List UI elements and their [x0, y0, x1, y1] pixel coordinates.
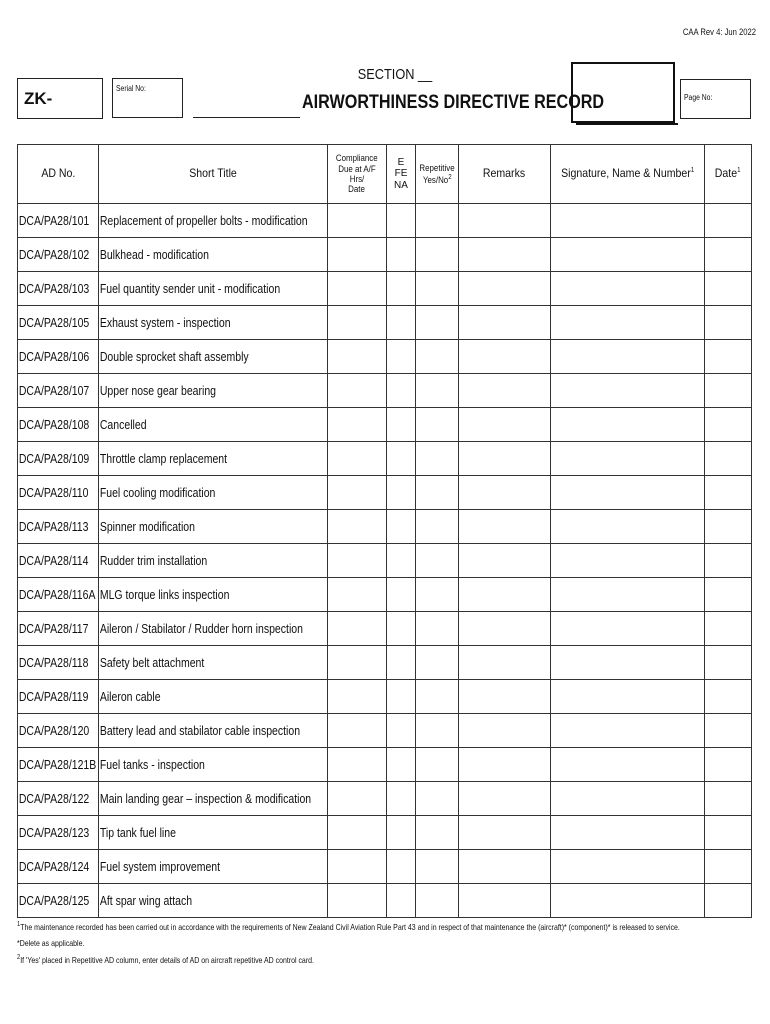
date-cell[interactable] — [705, 544, 752, 578]
compliance-cell[interactable] — [328, 612, 387, 646]
table-row — [18, 408, 752, 442]
ad-number-cell: DCA/PA28/113 — [18, 510, 99, 544]
compliance-cell[interactable] — [328, 646, 387, 680]
table-row — [18, 612, 752, 646]
e-fe-na-cell[interactable] — [387, 884, 416, 918]
e-fe-na-cell[interactable] — [387, 578, 416, 612]
e-fe-na-cell[interactable] — [387, 476, 416, 510]
table-row — [18, 680, 752, 714]
ad-number-cell: DCA/PA28/105 — [18, 306, 99, 340]
signature-cell[interactable] — [551, 544, 705, 578]
table-row — [18, 510, 752, 544]
table-header-row — [18, 145, 752, 204]
serial-number-label: Serial No: — [116, 84, 146, 93]
repetitive-cell[interactable] — [416, 476, 459, 510]
remarks-cell[interactable] — [459, 204, 551, 238]
footnote-2: $^2$If 'Yes' placed in Repetitive AD column, enter details of AD on aircraft repetitive AD control card. — [17, 954, 314, 965]
table-row — [18, 850, 752, 884]
signature-cell[interactable] — [551, 884, 705, 918]
short-title-cell: Aft spar wing attach — [99, 884, 328, 918]
ad-number-cell: DCA/PA28/110 — [18, 476, 99, 510]
e-fe-na-cell[interactable] — [387, 238, 416, 272]
short-title-cell: Replacement of propeller bolts - modification — [99, 204, 328, 238]
repetitive-cell[interactable] — [416, 714, 459, 748]
short-title-cell: Bulkhead - modification — [99, 238, 328, 272]
repetitive-cell[interactable] — [416, 204, 459, 238]
signature-cell[interactable] — [551, 510, 705, 544]
compliance-cell[interactable] — [328, 408, 387, 442]
remarks-cell[interactable] — [459, 714, 551, 748]
repetitive-cell[interactable] — [416, 408, 459, 442]
signature-cell[interactable] — [551, 442, 705, 476]
e-fe-na-cell[interactable] — [387, 306, 416, 340]
date-cell[interactable] — [705, 884, 752, 918]
registration-prefix: ZK- — [24, 89, 53, 108]
date-cell[interactable] — [705, 476, 752, 510]
signature-cell[interactable] — [551, 782, 705, 816]
date-cell[interactable] — [705, 238, 752, 272]
remarks-cell[interactable] — [459, 680, 551, 714]
section-label: SECTION __ — [357, 66, 433, 83]
signature-cell[interactable] — [551, 340, 705, 374]
repetitive-cell[interactable] — [416, 374, 459, 408]
table-row — [18, 374, 752, 408]
ad-number-cell: DCA/PA28/114 — [18, 544, 99, 578]
table-row — [18, 782, 752, 816]
remarks-cell[interactable] — [459, 850, 551, 884]
e-fe-na-cell[interactable] — [387, 816, 416, 850]
repetitive-cell[interactable] — [416, 748, 459, 782]
serial-number-field[interactable] — [112, 78, 183, 118]
signature-cell[interactable] — [551, 816, 705, 850]
ad-number-cell: DCA/PA28/116A — [18, 578, 99, 612]
compliance-cell[interactable] — [328, 544, 387, 578]
repetitive-cell[interactable] — [416, 442, 459, 476]
compliance-cell[interactable] — [328, 816, 387, 850]
remarks-cell[interactable] — [459, 510, 551, 544]
table-row — [18, 476, 752, 510]
short-title-cell: Fuel quantity sender unit - modification — [99, 272, 328, 306]
date-cell[interactable] — [705, 408, 752, 442]
remarks-cell[interactable] — [459, 238, 551, 272]
e-fe-na-cell[interactable] — [387, 408, 416, 442]
compliance-cell[interactable] — [328, 204, 387, 238]
compliance-cell[interactable] — [328, 714, 387, 748]
signature-cell[interactable] — [551, 612, 705, 646]
signature-cell[interactable] — [551, 272, 705, 306]
ad-number-cell: DCA/PA28/118 — [18, 646, 99, 680]
ad-record-table — [17, 144, 752, 918]
e-fe-na-cell[interactable] — [387, 850, 416, 884]
ad-number-cell: DCA/PA28/117 — [18, 612, 99, 646]
remarks-cell[interactable] — [459, 442, 551, 476]
remarks-cell[interactable] — [459, 884, 551, 918]
e-fe-na-cell[interactable] — [387, 680, 416, 714]
ad-number-cell: DCA/PA28/108 — [18, 408, 99, 442]
e-fe-na-cell[interactable] — [387, 340, 416, 374]
signature-cell[interactable] — [551, 714, 705, 748]
ad-number-cell: DCA/PA28/106 — [18, 340, 99, 374]
e-fe-na-cell[interactable] — [387, 646, 416, 680]
table-row — [18, 204, 752, 238]
repetitive-cell[interactable] — [416, 884, 459, 918]
short-title-cell: Upper nose gear bearing — [99, 374, 328, 408]
date-cell[interactable] — [705, 340, 752, 374]
repetitive-cell[interactable] — [416, 782, 459, 816]
table-row — [18, 816, 752, 850]
compliance-cell[interactable] — [328, 850, 387, 884]
repetitive-cell[interactable] — [416, 340, 459, 374]
signature-cell[interactable] — [551, 748, 705, 782]
title-blank-line[interactable] — [193, 117, 300, 118]
signature-cell[interactable] — [551, 850, 705, 884]
short-title-cell: Rudder trim installation — [99, 544, 328, 578]
date-cell[interactable] — [705, 680, 752, 714]
compliance-cell[interactable] — [328, 510, 387, 544]
signature-cell[interactable] — [551, 476, 705, 510]
remarks-cell[interactable] — [459, 646, 551, 680]
short-title-cell: Spinner modification — [99, 510, 328, 544]
short-title-cell: Exhaust system - inspection — [99, 306, 328, 340]
repetitive-cell[interactable] — [416, 578, 459, 612]
col-compliance: Compliance Due at A/F Hrs/ Date — [328, 145, 387, 204]
remarks-cell[interactable] — [459, 272, 551, 306]
table-row — [18, 748, 752, 782]
e-fe-na-cell[interactable] — [387, 272, 416, 306]
page-number-label: Page No: — [684, 93, 713, 102]
col-remarks: Remarks — [459, 145, 551, 204]
compliance-cell[interactable] — [328, 578, 387, 612]
remarks-cell[interactable] — [459, 612, 551, 646]
date-cell[interactable] — [705, 782, 752, 816]
remarks-cell[interactable] — [459, 544, 551, 578]
table-row — [18, 306, 752, 340]
ad-number-cell: DCA/PA28/125 — [18, 884, 99, 918]
compliance-cell[interactable] — [328, 306, 387, 340]
remarks-cell[interactable] — [459, 374, 551, 408]
short-title-cell: Double sprocket shaft assembly — [99, 340, 328, 374]
ad-number-cell: DCA/PA28/109 — [18, 442, 99, 476]
date-cell[interactable] — [705, 748, 752, 782]
compliance-cell[interactable] — [328, 748, 387, 782]
date-cell[interactable] — [705, 510, 752, 544]
e-fe-na-cell[interactable] — [387, 204, 416, 238]
date-cell[interactable] — [705, 204, 752, 238]
repetitive-cell[interactable] — [416, 816, 459, 850]
remarks-cell[interactable] — [459, 476, 551, 510]
remarks-cell[interactable] — [459, 748, 551, 782]
short-title-cell: Battery lead and stabilator cable inspection — [99, 714, 328, 748]
ad-number-cell: DCA/PA28/122 — [18, 782, 99, 816]
table-row — [18, 272, 752, 306]
repetitive-cell[interactable] — [416, 306, 459, 340]
short-title-cell: Safety belt attachment — [99, 646, 328, 680]
date-cell[interactable] — [705, 578, 752, 612]
signature-cell[interactable] — [551, 578, 705, 612]
repetitive-cell[interactable] — [416, 646, 459, 680]
registration-field[interactable] — [17, 78, 103, 119]
short-title-cell: Fuel tanks - inspection — [99, 748, 328, 782]
table-row — [18, 340, 752, 374]
e-fe-na-cell[interactable] — [387, 748, 416, 782]
repetitive-cell[interactable] — [416, 272, 459, 306]
table-row — [18, 714, 752, 748]
short-title-cell: Cancelled — [99, 408, 328, 442]
remarks-cell[interactable] — [459, 340, 551, 374]
e-fe-na-cell[interactable] — [387, 510, 416, 544]
short-title-cell: Main landing gear – inspection & modification — [99, 782, 328, 816]
remarks-cell[interactable] — [459, 306, 551, 340]
date-cell[interactable] — [705, 850, 752, 884]
signature-cell[interactable] — [551, 238, 705, 272]
table-body — [18, 204, 752, 918]
ad-number-cell: DCA/PA28/121B — [18, 748, 99, 782]
ad-number-cell: DCA/PA28/103 — [18, 272, 99, 306]
date-cell[interactable] — [705, 612, 752, 646]
repetitive-cell[interactable] — [416, 544, 459, 578]
compliance-cell[interactable] — [328, 340, 387, 374]
col-e-fe-na: E FE NA — [387, 145, 416, 204]
compliance-cell[interactable] — [328, 374, 387, 408]
table-row — [18, 442, 752, 476]
table-row — [18, 884, 752, 918]
signature-cell[interactable] — [551, 374, 705, 408]
date-cell[interactable] — [705, 714, 752, 748]
e-fe-na-cell[interactable] — [387, 544, 416, 578]
compliance-cell[interactable] — [328, 782, 387, 816]
signature-cell[interactable] — [551, 204, 705, 238]
compliance-cell[interactable] — [328, 442, 387, 476]
remarks-cell[interactable] — [459, 782, 551, 816]
date-cell[interactable] — [705, 374, 752, 408]
short-title-cell: Fuel system improvement — [99, 850, 328, 884]
compliance-cell[interactable] — [328, 680, 387, 714]
compliance-cell[interactable] — [328, 238, 387, 272]
short-title-cell: Aileron / Stabilator / Rudder horn inspection — [99, 612, 328, 646]
table-row — [18, 238, 752, 272]
remarks-cell[interactable] — [459, 578, 551, 612]
ad-number-cell: DCA/PA28/101 — [18, 204, 99, 238]
remarks-cell[interactable] — [459, 816, 551, 850]
e-fe-na-cell[interactable] — [387, 612, 416, 646]
col-short-title: Short Title — [99, 145, 328, 204]
date-cell[interactable] — [705, 306, 752, 340]
col-signature: Signature, Name & Number$^1$ — [551, 145, 705, 204]
remarks-cell[interactable] — [459, 408, 551, 442]
short-title-cell: Throttle clamp replacement — [99, 442, 328, 476]
ad-number-cell: DCA/PA28/107 — [18, 374, 99, 408]
signature-cell[interactable] — [551, 646, 705, 680]
e-fe-na-cell[interactable] — [387, 442, 416, 476]
revision-label: CAA Rev 4: Jun 2022 — [682, 27, 756, 37]
footnote-1: $^1$The maintenance recorded has been carried out in accordance with the requirements of New Zealand Civil Aviation Rule Part 43 and in respect of that maintenance the (aircraft)* (component)* is released to service. — [17, 921, 680, 932]
page-title: AIRWORTHINESS DIRECTIVE RECORD — [302, 92, 605, 113]
e-fe-na-cell[interactable] — [387, 782, 416, 816]
repetitive-cell[interactable] — [416, 680, 459, 714]
ad-number-cell: DCA/PA28/123 — [18, 816, 99, 850]
compliance-cell[interactable] — [328, 476, 387, 510]
footnote-delete: *Delete as applicable. — [17, 938, 85, 948]
short-title-cell: Aileron cable — [99, 680, 328, 714]
short-title-cell: Fuel cooling modification — [99, 476, 328, 510]
table-row — [18, 578, 752, 612]
compliance-cell[interactable] — [328, 272, 387, 306]
col-repetitive: Repetitive Yes/No$^2$ — [416, 145, 459, 204]
e-fe-na-cell[interactable] — [387, 374, 416, 408]
short-title-cell: Tip tank fuel line — [99, 816, 328, 850]
col-ad-no: AD No. — [18, 145, 99, 204]
ad-number-cell: DCA/PA28/120 — [18, 714, 99, 748]
date-cell[interactable] — [705, 646, 752, 680]
signature-cell[interactable] — [551, 680, 705, 714]
signature-cell[interactable] — [551, 408, 705, 442]
short-title-cell: MLG torque links inspection — [99, 578, 328, 612]
date-cell[interactable] — [705, 442, 752, 476]
ad-number-cell: DCA/PA28/124 — [18, 850, 99, 884]
table-row — [18, 646, 752, 680]
date-cell[interactable] — [705, 816, 752, 850]
repetitive-cell[interactable] — [416, 850, 459, 884]
page-number-field[interactable] — [680, 79, 751, 119]
table-row — [18, 544, 752, 578]
compliance-cell[interactable] — [328, 884, 387, 918]
col-date: Date$^1$ — [705, 145, 752, 204]
repetitive-cell[interactable] — [416, 612, 459, 646]
ad-number-cell: DCA/PA28/102 — [18, 238, 99, 272]
repetitive-cell[interactable] — [416, 238, 459, 272]
e-fe-na-cell[interactable] — [387, 714, 416, 748]
date-cell[interactable] — [705, 272, 752, 306]
signature-cell[interactable] — [551, 306, 705, 340]
ad-number-cell: DCA/PA28/119 — [18, 680, 99, 714]
repetitive-cell[interactable] — [416, 510, 459, 544]
stamp-box[interactable] — [571, 62, 675, 123]
